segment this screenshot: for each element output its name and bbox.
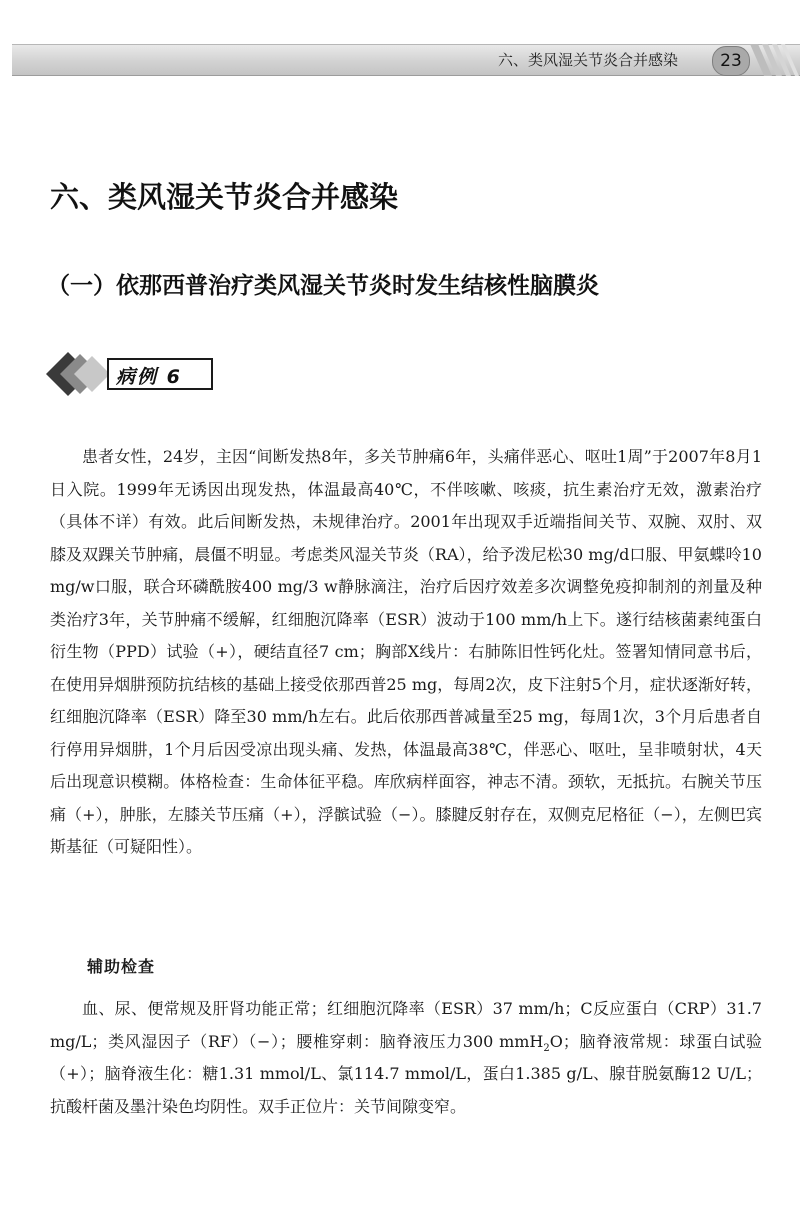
chapter-title: 六、类风湿关节炎合并感染 [50, 180, 399, 214]
section-title: （一）依那西普治疗类风湿关节炎时发生结核性脑膜炎 [47, 273, 599, 299]
aux-subscript: 2 [543, 1042, 550, 1054]
running-header-title: 六、类风湿关节炎合并感染 [498, 51, 679, 69]
aux-text-part-2: O；脑脊液常规：球蛋白试验（+）；脑脊液生化：糖1.31 mmol/L、氯114.7 mmol/L，蛋白1.385 g/L、腺苷脱氨酶12 U/L；抗酸杆菌及墨汁染色均阴性。双手正位片：关节间隙变窄。 [50, 1031, 762, 1116]
aux-text-part-1: 血、尿、便常规及肝肾功能正常；红细胞沉降率（ESR）37 mm/h；C反应蛋白（CRP）31.7 mg/L；类风湿因子（RF）（−）；腰椎穿刺：脑脊液压力300 mmH [50, 999, 762, 1051]
page-number: 23 [712, 46, 750, 76]
case-label: 病例 6 [116, 366, 182, 388]
case-description: 患者女性，24岁，主因“间断发热8年，多关节肿痛6年，头痛伴恶心、呕吐1周”于2007年8月1日入院。1999年无诱因出现发热，体温最高40℃，不伴咳嗽、咳痰，抗生素治疗无效，激素治疗（具体不详）有效。此后间断发热，未规律治疗。2001年出现双手近端指间关节、双腕、双肘、双膝及双踝关节肿痛，晨僵不明显。考虑类风湿关节炎（RA），给予泼尼松30 mg/d口服、甲氨蝶呤10 mg/w口服，联合环磷酰胺400 mg/3 w静脉滴注，治疗后因疗效差多次调整免疫抑制剂的剂量及种类治疗3年，关节肿痛不缓解，红细胞沉降率（ESR）波动于100 mm/h上下。遂行结核菌素纯蛋白衍生物（PPD）试验（+），硬结直径7 cm；胸部X线片：右肺陈旧性钙化灶。签署知情同意书后，在使用异烟肼预防抗结核的基础上接受依那西普25 mg，每周2次，皮下注射5个月，症状逐渐好转，红细胞沉降率（ESR）降至30 mm/h左右。此后依那西普减量至25 mg，每周1次，3个月后患者自行停用异烟肼，1个月后因受凉出现头痛、发热，体温最高38℃，伴恶心、呕吐，呈非喷射状，4天后出现意识模糊。体格检查：生命体征平稳。库欣病样面容，神志不清。颈软，无抵抗。右腕关节压痛（+），肿胀，左膝关节压痛（+），浮髌试验（−）。膝腱反射存在，双侧克尼格征（−），左侧巴宾斯基征（可疑阳性）。 [50, 447, 762, 856]
auxiliary-exam-text [50, 993, 762, 1123]
auxiliary-exam-heading: 辅助检查 [87, 957, 156, 976]
header-stripes-decoration [750, 44, 800, 76]
